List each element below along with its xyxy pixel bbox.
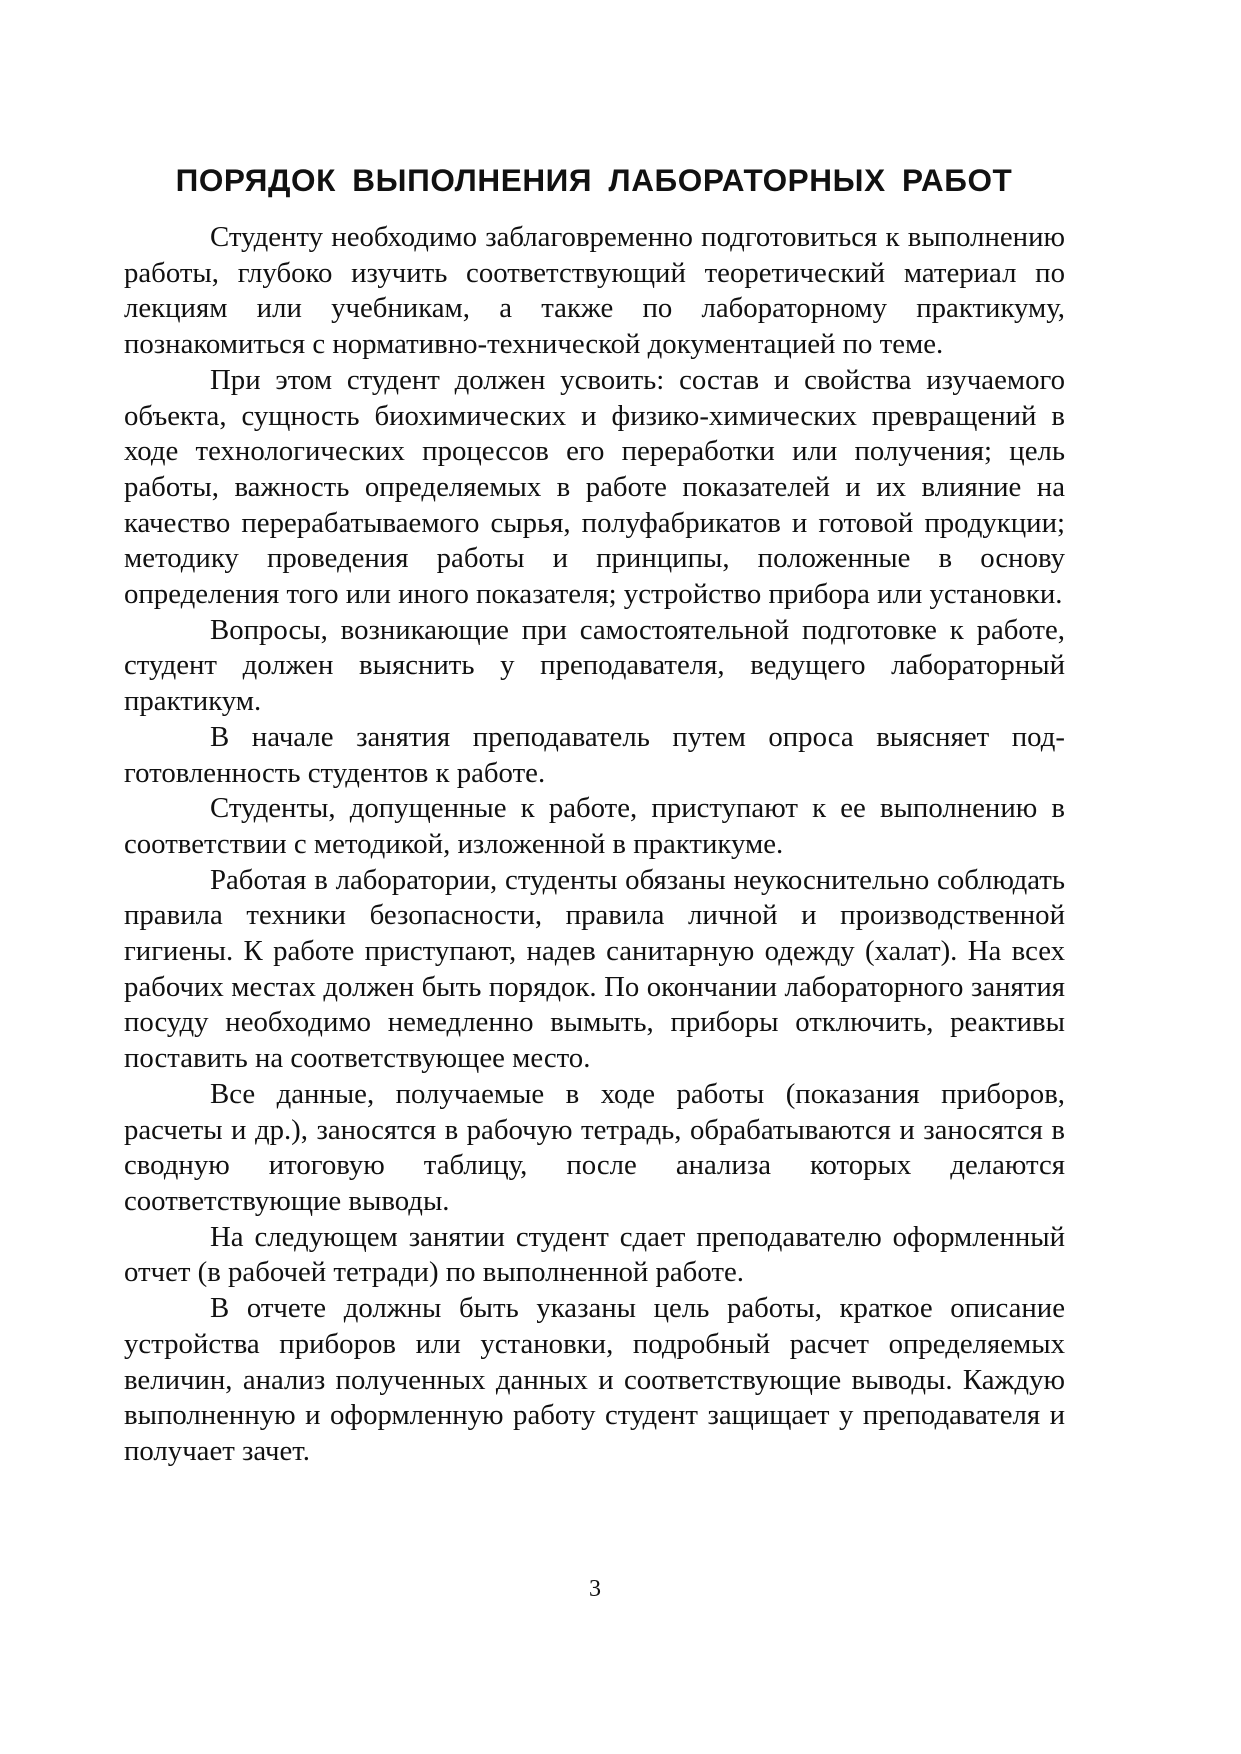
page-title: ПОРЯДОК ВЫПОЛНЕНИЯ ЛАБОРАТОРНЫХ РАБОТ bbox=[175, 162, 1013, 198]
paragraph: Студенту необходимо заблаговременно подготовиться к выполнению работы, глубоко изучить соответствующий теоретический материал по лекциям или учебникам, а также по лабораторному практикуму, познакомиться с нормативно-технической документацией по теме. bbox=[124, 221, 1065, 361]
paragraph: Студенты, допущенные к работе, приступают к ее выполнению в соответствии с методикой, изложенной в практикуме. bbox=[124, 792, 1065, 860]
page-number: 3 bbox=[589, 1576, 601, 1602]
paragraph: При этом студент должен усвоить: состав и свойства изучаемого объекта, сущность биохимических и физико-химических превращений в ходе технологических процессов его переработки или получения; цель работы, важность определяемых в работе показателей и их влияние на качество перерабатываемого сырья, полуфабрикатов и готовой продукции; методику проведения работы и принципы, положенные в основу определения того или иного показателя; устройство прибора или установки. bbox=[124, 363, 1065, 611]
paragraph: В начале занятия преподаватель путем опроса выясняет подготовленность студентов к работе. bbox=[124, 720, 1065, 789]
body-text bbox=[124, 220, 1065, 1470]
paragraph: Работая в лаборатории, студенты обязаны неукоснительно соблюдать правила техники безопасности, правила личной и производственной гигиены. К работе приступают, надев санитарную одежду (халат). На всех рабочих местах должен быть порядок. По окончании лабораторного занятия посуду необходимо немедленно вымыть, приборы отключить, реактивы поставить на соответствующее место. bbox=[124, 863, 1065, 1075]
paragraph: В отчете должны быть указаны цель работы, краткое описание устройства приборов или установки, подробный расчет определяемых величин, анализ полученных данных и соответствующие выводы. Каждую выполненную и оформленную работу студент защищает у преподавателя и получает зачет. bbox=[124, 1292, 1065, 1467]
paragraph: Все данные, получаемые в ходе работы (показания приборов, расчеты и др.), заносятся в рабочую тетрадь, обрабатываются и заносятся в сводную итоговую таблицу, после анализа которых делаются соответствующие выводы. bbox=[124, 1077, 1065, 1217]
paragraph: На следующем занятии студент сдает преподавателю оформленный отчет (в рабочей тетради) по выполненной работе. bbox=[124, 1220, 1065, 1289]
paragraph: Вопросы, возникающие при самостоятельной подготовке к работе, студент должен выяснить у преподавателя, ведущего лабораторный практикум. bbox=[124, 613, 1065, 718]
